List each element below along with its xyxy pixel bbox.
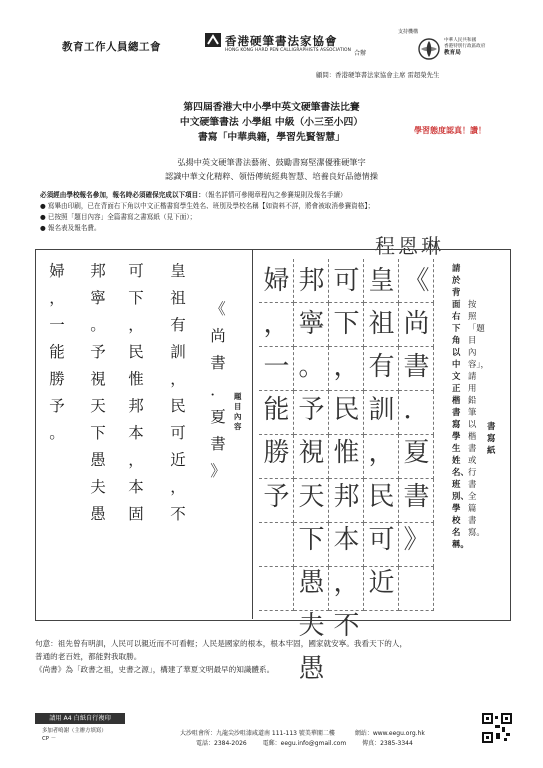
handwritten-char: 邦	[298, 266, 325, 296]
handwritten-char: 夏	[403, 438, 430, 469]
reference-char: 民	[128, 343, 144, 361]
reference-char: 一	[49, 316, 65, 334]
reference-char: 《	[210, 300, 226, 318]
reference-char: ，	[128, 451, 144, 469]
reference-char: 本	[128, 478, 144, 496]
reference-char: 惟	[128, 370, 144, 388]
reference-char: ．	[210, 381, 226, 399]
reference-char: 近	[170, 451, 186, 469]
reference-char: 予	[90, 343, 106, 361]
reference-char: 能	[49, 343, 65, 361]
theme-title: 書寫「中華典籍，學習先賢智慧」	[198, 132, 345, 143]
edb-name	[444, 38, 485, 56]
reference-char: 本	[128, 424, 144, 442]
hkhp-name: 香港硬筆書法家協會	[225, 34, 338, 48]
handwritten-char: 可	[333, 266, 360, 296]
handwritten-char: 下	[298, 524, 325, 555]
reference-char: 勝	[49, 370, 65, 388]
handwritten-char: 能	[263, 395, 290, 426]
handwritten-char: 予	[298, 395, 325, 426]
handwritten-char: 本	[333, 524, 360, 555]
organizer-left: 教育工作人員總工會	[62, 41, 161, 53]
handwritten-char: 予	[263, 481, 290, 512]
reference-char: 予	[49, 397, 65, 415]
reference-char: 祖	[170, 289, 186, 307]
handwritten-char: 天	[298, 481, 325, 512]
reference-char: 夫	[90, 478, 106, 496]
grid-cell	[399, 567, 434, 611]
footer-small-text	[42, 727, 107, 743]
handwritten-char: 祖	[368, 309, 395, 340]
handwritten-char: ，	[263, 309, 290, 340]
handwritten-char: 民	[368, 481, 395, 512]
sheet-type-label: 書寫紙	[487, 421, 496, 455]
handwritten-char: 下	[333, 309, 360, 340]
reference-char: ，	[170, 370, 186, 388]
photocopy-note: 請用 A4 白紙自行複印	[35, 713, 125, 724]
footer-small-2: CP －	[42, 736, 57, 742]
reference-char: 可	[170, 424, 186, 442]
slogan-line-1: 弘揚中英文硬筆書法藝術、鼓勵書寫堅潔優雅硬筆字	[177, 157, 366, 167]
handwritten-char: 夫	[298, 610, 325, 641]
reference-char: 邦	[90, 262, 106, 280]
handwritten-char: 書	[403, 352, 430, 383]
handwritten-char: 近	[368, 567, 395, 598]
competition-title: 第四屆香港大中小學中英文硬筆書法比賽	[183, 102, 360, 113]
reference-char: 邦	[128, 397, 144, 415]
subject-label: 題目內容	[234, 392, 242, 431]
reference-char: 民	[170, 397, 186, 415]
reference-char: 訓	[170, 343, 186, 361]
footer-small-1: 多加者鳴謝（主辦方填寫）	[42, 728, 107, 734]
reference-char: 固	[128, 505, 144, 523]
reference-column	[86, 258, 110, 528]
reference-char: ，	[170, 478, 186, 496]
instruction-column-1: 按照「題目內容」，請用鉛筆以楷書或行書全篇書寫。	[468, 299, 489, 537]
entry-rules: 必須經由學校報名參加，報名時必須確保完成以下項目：（報名詳情可參閱章程內之參賽規則及報名手續） ● 寫畢由印刷，已在背面右下角以中文正楷書寫學生姓名、班別及學校名稱【如資料不詳，將會被取消參賽資格】； ● 已按照「題目內容」全篇書寫之書寫紙（見下面）； ● 報名表及報名費。	[40, 191, 375, 232]
handwritten-char: 有	[368, 352, 395, 383]
note-line-2: 普通的老百姓，都能對我取勝。	[35, 652, 142, 661]
reference-char: 書	[210, 435, 226, 453]
slogan-line-2: 認識中華文化精粹、領悟傳統經典智慧、培養良好品德情操	[165, 171, 378, 181]
reference-char: 。	[90, 316, 106, 334]
handwritten-char: 》	[403, 524, 430, 555]
qr-code-icon	[482, 713, 512, 743]
handwritten-char: 愚	[298, 567, 325, 598]
handwritten-char: 一	[263, 352, 290, 383]
handwritten-char: 視	[298, 438, 325, 469]
reference-column	[206, 296, 230, 485]
edb-emblem-icon	[418, 38, 440, 60]
handwritten-char: ．	[403, 395, 430, 426]
grid-cell	[259, 523, 294, 567]
handwritten-char: ，	[368, 438, 395, 469]
reference-char: 書	[210, 354, 226, 372]
reference-char: 下	[128, 289, 144, 307]
sheet-divider	[252, 249, 253, 619]
rule-item-3: 報名表及報名費。	[47, 224, 101, 232]
grid-cell	[259, 567, 294, 611]
category-title: 中文硬筆書法 小學組 中級（小三至小四）	[179, 117, 364, 128]
rules-heading: 必須經由學校報名參加，報名時必須確保完成以下項目：	[40, 191, 205, 199]
handwritten-char: 書	[403, 481, 430, 512]
reference-char: 。	[49, 424, 65, 442]
reference-char: ，	[49, 289, 65, 307]
student-name-handwritten: 程恩琳	[375, 234, 444, 258]
explanation-notes	[35, 637, 515, 676]
rules-heading-note: （報名詳情可參閱章程內之參賽規則及報名手續）	[204, 191, 347, 199]
edb-line-2: 香港特別行政區政府	[444, 44, 486, 49]
handwritten-char: 不	[333, 610, 360, 641]
co-organize-label: 合辦	[354, 50, 367, 57]
edb-line-1: 中華人民共和國	[444, 38, 477, 43]
reference-char: 》	[210, 462, 226, 480]
handwritten-char: ，	[333, 352, 360, 383]
reference-char: 天	[90, 397, 106, 415]
note-line-3: 《尚書》為「政書之祖，史書之源」，構建了華夏文明最早的知識體系。	[35, 665, 275, 674]
note-line-1: 句意：祖先曾有明訓，人民可以親近而不可看輕；人民是國家的根本，根本牢固，國家就安寧。我看天下的人，	[35, 639, 408, 648]
edb-line-3: 教育局	[444, 50, 461, 56]
rule-item-2: 已按照「題目內容」全篇書寫之書寫紙（見下面）；	[47, 213, 197, 221]
handwritten-char: 惟	[333, 438, 360, 469]
instruction-column-2: 請於背面右下角以中文正楷書寫學生姓名、班別、學校名稱。	[452, 263, 469, 549]
hkhp-english-name: HONG KONG HARD PEN CALLIGRAPHISTS ASSOCIATION	[225, 48, 351, 53]
handwritten-char: 愚	[298, 654, 325, 685]
reference-char: 寧	[90, 289, 106, 307]
reference-char: 下	[90, 424, 106, 442]
reference-char: 愚	[90, 505, 106, 523]
reference-char: 婦	[49, 262, 65, 280]
handwritten-char: 婦	[263, 266, 290, 296]
handwritten-char: 《	[403, 266, 430, 296]
reference-char: 愚	[90, 451, 106, 469]
reference-column	[45, 258, 69, 447]
handwritten-char: 訓	[368, 395, 395, 426]
handwritten-char: 民	[333, 395, 360, 426]
footer-contact	[180, 729, 425, 749]
handwritten-char: 皇	[368, 266, 395, 296]
support-label: 支持機構	[398, 29, 419, 35]
handwritten-char: 勝	[263, 438, 290, 469]
reference-column	[124, 258, 148, 528]
handwritten-char: 。	[298, 352, 325, 383]
reference-char: 視	[90, 370, 106, 388]
reference-char: ，	[128, 316, 144, 334]
reference-char: 有	[170, 316, 186, 334]
footer-email: 電郵：eegu.info@gmail.com	[262, 740, 347, 747]
hkhp-logo-icon	[205, 33, 221, 47]
reference-char: 不	[170, 505, 186, 523]
reference-char: 可	[128, 262, 144, 280]
teacher-comment-stamp: 學習態度認真！讚！	[414, 126, 486, 135]
handwritten-char: 尚	[403, 309, 430, 340]
writing-grid	[259, 259, 435, 685]
reference-char: 夏	[210, 408, 226, 426]
adviser-line: 顧問：香港硬筆書法家協會主席 雷超榮先生	[316, 71, 440, 79]
handwritten-char: 邦	[333, 481, 360, 512]
footer-phone: 電話：2384-2026	[196, 740, 247, 747]
reference-char: 皇	[170, 262, 186, 280]
rule-item-1: 寫畢由印刷，已在背面右下角以中文正楷書寫學生姓名、班別及學校名稱【如資料不詳，將會被取消參賽資格】；	[47, 202, 375, 210]
footer-address: 大沙咀會所：九龍尖沙咀漆咸道南 111-113 號美華閣二樓	[180, 730, 335, 737]
footer-website: 網站：www.eegu.org.hk	[354, 730, 425, 737]
handwritten-char: 寧	[298, 309, 325, 340]
handwritten-char: 可	[368, 524, 395, 555]
reference-char: 尚	[210, 327, 226, 345]
footer-fax: 傳真：2385-3344	[362, 740, 413, 747]
handwritten-char: ，	[333, 567, 360, 598]
reference-column	[166, 258, 190, 528]
